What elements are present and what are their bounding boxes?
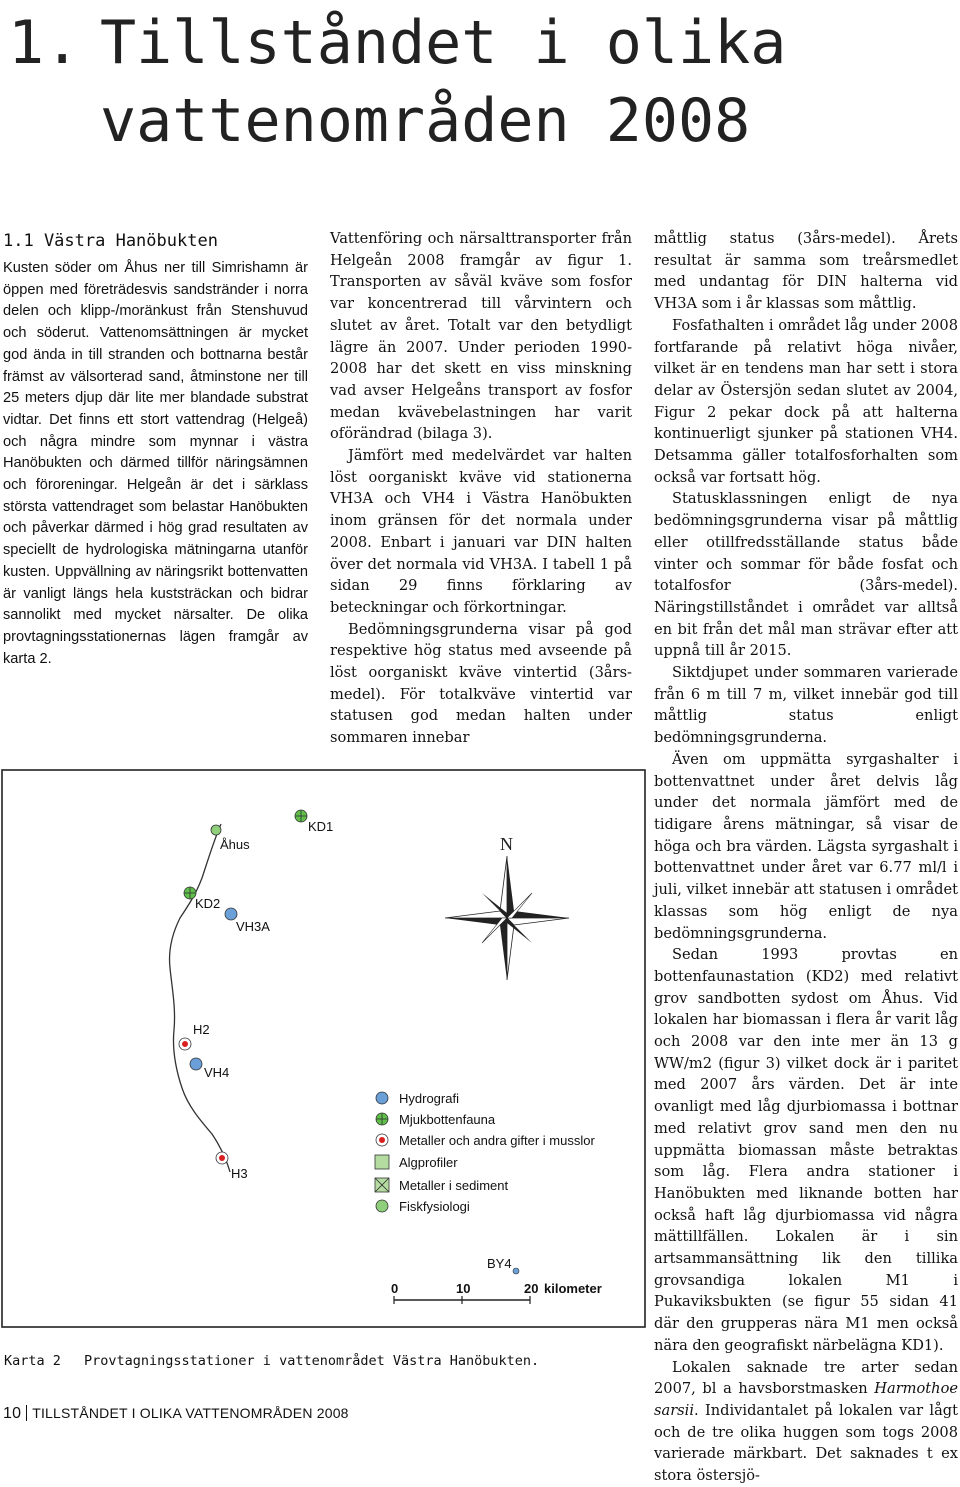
hydrography-marker — [376, 1092, 388, 1104]
text-column-3 — [654, 228, 958, 1487]
chapter-number: 1. — [8, 8, 81, 78]
paragraph: Kusten söder om Åhus ner till Simrishamn är öppen med företrädesvis sandstränder i norra delen och klipp-/moränkust från Stenshuvud och söderut. Vattenomsättningen är mycket god ända in till stranden och bottnarna består främst av välsorterad sand, åtminstone ner till 25 meters djup där lite mer blandade substrat vidtar. Det finns ett stort vattendrag (Helgeå) och några mindre som mynnar i västra Hanöbukten och därmed tillför näringsämnen och föroreningar. Helgeån är det i särklass största vattendraget som belastar Hanöbukten och påverkar därmed i hög grad resultaten av speciellt de hydrologiska mätningarna utanför kusten. Uppvällning av näringsrikt bottenvatten är vanligt längs hela kuststräckan och bidrar sannolikt med mycket närsalter. De olika provtagningsstationernas lägen framgår av karta 2. — [3, 260, 308, 667]
paragraph: Även om uppmätta syrgashalter i bottenvattnet under året delvis låg under det normala jämfört med de tidigare årens mätningar, så visar de höga och bra värden. Lägsta syrgashalt i bottenvattnet under året var 6.77 ml/l i juli, vilket innebär att statusen i området klassas som hög enligt de nya bedömningsgrunderna. — [654, 750, 958, 942]
legend-label: Mjukbottenfauna — [399, 1112, 496, 1127]
page-number: 10 — [3, 1405, 22, 1422]
hydrography-marker — [513, 1268, 519, 1274]
paragraph: Fosfathalten i området låg under 2008 fortfarande på relativt höga nivåer, vilket är en tendens man har sett i stora delar av Östersjön sedan slutet av 2004, Figur 2 pekar dock på att halterna kontinuerligt sjunker på stationen VH4. Detsamma gäller totalfosforhalten som också var fortsatt hög. — [654, 316, 958, 486]
legend-item-algae-profiles — [375, 1155, 458, 1170]
scale-label-0: 0 — [391, 1281, 399, 1296]
scale-label-10: 10 — [456, 1281, 471, 1296]
title-line-1: Tillståndet i olika — [100, 8, 787, 78]
paragraph: Siktdjupet under sommaren varierade från 6 m till 7 m, vilket innebär god till måttlig status enligt bedömningsgrunderna. — [654, 664, 958, 747]
map-frame — [2, 770, 645, 1327]
station-label: VH4 — [204, 1065, 230, 1080]
station-label: Åhus — [220, 837, 250, 852]
page-title — [8, 4, 786, 160]
paragraph: Sedan 1993 provtas en bottenfaunastation (KD2) med relativt grov sandbotten sydost om Åhus. Vid lokalen har biomassan i flera år varit låg och 2008 var den inte mer än 13 g WW/m2 (figur 3) vilket dock är i paritet med 2007 års värden. Det är inte ovanligt med låg djurbiomassa i bottnar med relativt grov sand men den nu uppmätta biomassan måste betraktas som låg. Flera andra stationer i Hanöbukten med liknande botten har också haft låg djurbiomassa vid några mättillfällen. Lokalen är i sin artsammansättning lik den tillika grovsandiga lokalen M1 i Pukaviksbukten (se figur 55 sidan 41 där den grupperas nära M1 men också nära den geografiskt närbelägna KD1). — [654, 946, 958, 1354]
paragraph: måttlig status (3års-medel). Årets resultat är samma som treårsmedlet med undantag för DIN halterna vid VH3A som i år klassas som måttlig. — [654, 230, 958, 313]
paragraph — [654, 1357, 958, 1487]
station-label: H3 — [231, 1166, 248, 1181]
station-label: VH3A — [236, 919, 270, 934]
text-run: . Individantalet på lokalen var lågt och de tre olika huggen som togs 2008 varierade märkbart. Det saknades t ex stora östersjö- — [654, 1401, 958, 1485]
title-line-2: vattenområden 2008 — [100, 86, 751, 156]
algae-profile-marker — [375, 1155, 389, 1169]
hydrography-marker — [190, 1058, 202, 1070]
station-label: H2 — [193, 1022, 210, 1037]
station-label: KD1 — [308, 819, 334, 834]
legend-label: Fiskfysiologi — [399, 1199, 470, 1214]
marker-dot — [379, 1137, 385, 1143]
footer-divider — [26, 1405, 27, 1421]
species-name: Harmothoe sarsii — [654, 1380, 958, 1419]
scale-unit: kilometer — [544, 1281, 602, 1296]
map-caption-label: Karta 2 — [4, 1353, 61, 1369]
marker-dot — [182, 1041, 188, 1047]
fish-physiology-marker — [211, 825, 221, 835]
paragraph: Bedömningsgrunderna visar på god respektive hög status med avseende på löst oorganiskt kväve vintertid (3års-medel). För totalkväve vintertid var statusen god medan halten under sommaren innebar — [330, 620, 632, 747]
marker-dot — [219, 1155, 225, 1161]
station-label: KD2 — [195, 896, 221, 911]
fish-physiology-marker — [376, 1200, 388, 1212]
station-label: BY4 — [487, 1256, 512, 1271]
legend-label: Hydrografi — [399, 1091, 459, 1106]
map-caption-text: Provtagningsstationer i vattenområdet Västra Hanöbukten. — [84, 1353, 540, 1369]
text-column-1 — [3, 258, 308, 670]
legend-label: Metaller i sediment — [399, 1178, 509, 1193]
paragraph: Statusklassningen enligt de nya bedömningsgrunderna visar på måttlig eller otillfredsställande status både vinter och sommar för både fosfat och totalfosfor (3års-medel). Näringstillståndet i området var alltså en bit från det mål man strävar efter att uppnå till år 2015. — [654, 490, 958, 660]
legend-label: Metaller och andra gifter i musslor — [399, 1133, 595, 1148]
page-footer — [3, 1405, 349, 1423]
text-run: Lokalen saknade tre arter sedan 2007, bl a havsborstmasken — [654, 1358, 958, 1398]
station-map — [0, 768, 650, 1333]
section-heading: 1.1 Västra Hanöbukten — [3, 231, 218, 251]
north-label: N — [500, 834, 513, 854]
paragraph: Vattenföring och närsalttransporter från Helgeån 2008 framgår av figur 1. Transporten av såväl kväve som fosfor var koncentrerad till vårvintern och slutet av året. Totalt var den betydligt lägre än 2007. Under perioden 1990-2008 har det skett en viss minskning vad avser Helgeåns transport av fosfor medan kvävebelastningen har varit oförändrad (bilaga 3). — [330, 230, 632, 443]
paragraph: Jämfört med medelvärdet var halten löst oorganiskt kväve vid stationerna VH3A och VH4 i Västra Hanöbukten inom gränsen för det normala under 2008. Enbart i januari var DIN halten över det normala vid VH3A. I tabell 1 på sidan 29 finns förklaring av beteckningar och förkortningar. — [330, 447, 632, 616]
text-column-2 — [330, 228, 632, 749]
legend-label: Algprofiler — [399, 1155, 458, 1170]
footer-running-title: TILLSTÅNDET I OLIKA VATTENOMRÅDEN 2008 — [32, 1405, 349, 1421]
legend-item-mussel-toxins — [376, 1133, 595, 1148]
scale-label-20: 20 — [524, 1281, 539, 1296]
